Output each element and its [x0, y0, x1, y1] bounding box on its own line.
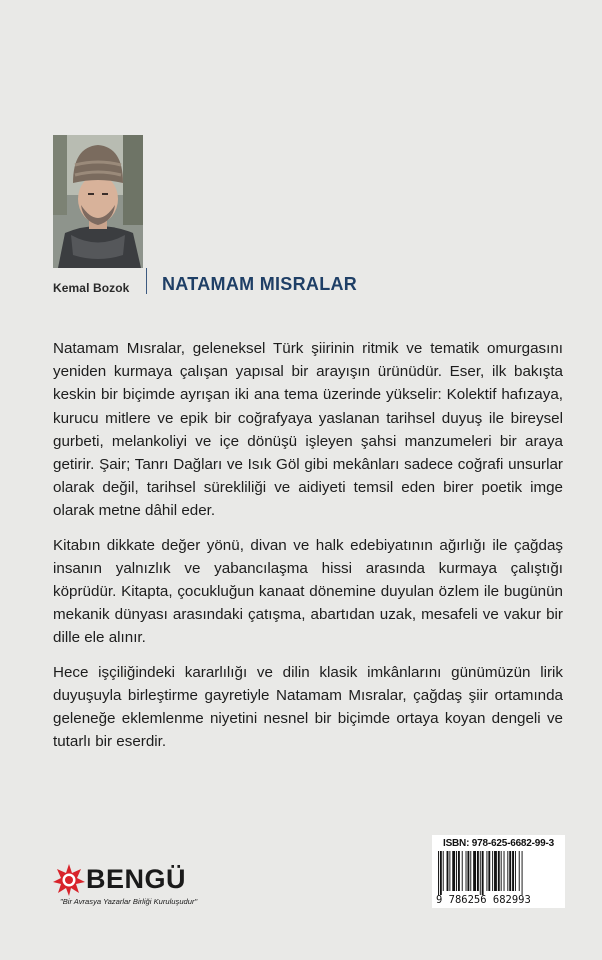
barcode-bar	[458, 851, 460, 891]
barcode-bar	[456, 851, 457, 891]
barcode-bar	[498, 851, 500, 891]
isbn-label: ISBN: 978-625-6682-99-3	[442, 838, 555, 849]
barcode-bar	[466, 851, 467, 891]
barcode-bar	[447, 851, 449, 891]
barcode-bar	[452, 851, 455, 891]
author-portrait-illustration	[53, 135, 143, 268]
barcode-bar	[488, 851, 490, 891]
barcode-bar	[440, 851, 442, 895]
star-emblem-icon	[52, 863, 86, 897]
barcode-bar	[473, 851, 476, 891]
barcode-bar	[438, 851, 439, 895]
isbn-barcode	[432, 835, 565, 908]
author-name: Kemal Bozok	[53, 281, 130, 295]
barcode-bar	[470, 851, 471, 891]
barcode-digits: 9 786256 682993	[436, 894, 531, 906]
barcode-bars	[438, 851, 559, 895]
barcode-bar	[467, 851, 469, 891]
book-title: NATAMAM MISRALAR	[162, 274, 358, 294]
barcode-bar	[492, 851, 493, 891]
barcode-bar	[494, 851, 497, 891]
paragraph-1: Natamam Mısralar, geleneksel Türk şiirinin ritmik ve tematik omurgasını yeniden kurmaya çalışan yapısal bir arayışın ürünüdür. Eser, ilk bakışta keskin bir biçimde ayrışan iki ana tema üzerinde yükselir: Kolektif hafızaya, kurucu mitlere ve epik bir coğrafyaya yaslanan tarihsel duyuş ile bireysel gurbeti, melankoliyi ve içe dönüşü işleyen şahsi manzumeleri bir araya getirir. Şair; Tanrı Dağları ve Isık Göl gibi mekânları sadece coğrafi unsurlar olarak değil, tarihsel sürekliliği ve aidiyeti temsil eden birer poetik imge olarak metne dâhil eder.	[53, 340, 563, 520]
barcode-bar	[501, 851, 502, 891]
publisher-name: BENGÜ	[86, 864, 187, 894]
barcode-bar	[519, 851, 520, 891]
title-divider	[146, 268, 147, 294]
barcode-bar	[512, 851, 514, 891]
publisher-logo	[52, 861, 202, 911]
barcode-bar	[477, 851, 479, 891]
paragraph-2: Kitabın dikkate değer yönü, divan ve halk edebiyatının ağırlığı ile çağdaş insanın yalnızlık ve yabancılaşma hissi arasında kurmaya çalıştığı köprüdür. Kitapta, çocukluğun kanaat dönemine duyulan özlem ile bugünün mekanik dünyası arasındaki çatışma, abartıdan uzak, mesafeli ve vakur bir dille ele alınır.	[53, 536, 563, 647]
barcode-bar	[504, 851, 505, 891]
barcode-bar	[522, 851, 523, 895]
barcode-bar	[507, 851, 508, 891]
barcode-bar	[482, 851, 484, 895]
barcode-bar	[486, 851, 487, 891]
description	[53, 337, 563, 764]
barcode-bar	[443, 851, 444, 891]
author-photo	[53, 135, 143, 268]
barcode-bar	[462, 851, 463, 891]
paragraph-3: Hece işçiliğindeki kararlılığı ve dilin klasik imkânlarını günümüzün lirik duyuşuyla birleştirme gayretiyle Natamam Mısralar, çağdaş şiir ortamında geleneğe eklemlenme niyetini nesnel bir biçimde ortaya koyan dengeli ve tutarlı bir eserdir.	[53, 663, 563, 751]
barcode-bar	[515, 851, 516, 891]
barcode-bar	[480, 851, 481, 895]
barcode-bar	[449, 851, 450, 891]
publisher-tagline: "Bir Avrasya Yazarlar Birliği Kuruluşudur"	[60, 897, 198, 906]
barcode-bar	[509, 851, 511, 891]
